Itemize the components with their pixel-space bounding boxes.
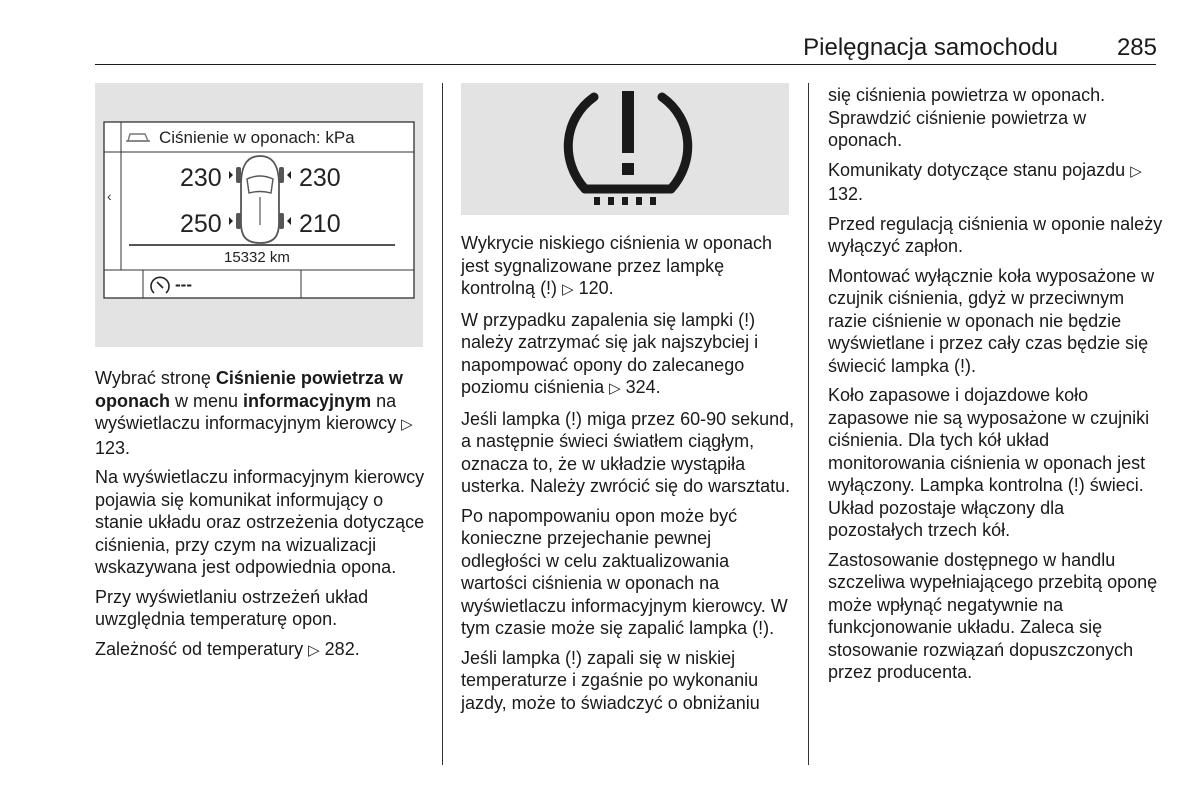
page-ref-link[interactable]: 132.	[828, 184, 864, 204]
tpms-status-value: ---	[175, 275, 192, 294]
page-ref-icon: ▷	[562, 281, 574, 298]
paragraph: W przypadku zapalenia się lampki (!) należy zatrzymać się jak najszybciej i napompować opony do zalecanego poziomu ciśnienia ▷ 324.	[461, 309, 759, 397]
page-ref-icon: ▷	[308, 641, 320, 659]
page-ref-link[interactable]: 282.	[324, 638, 360, 659]
odometer-value: 15332 km	[224, 249, 290, 266]
tpms-warning-icon: (!)	[738, 309, 756, 330]
column-divider-2	[808, 83, 809, 765]
paragraph: Zastosowanie dostępnego w handlu szczeliwa wypełniającego przebitą oponę może wpłynąć negatywnie na funkcjonowanie układu. Zaleca się stosowanie rozwiązań dopuszczonych przez producenta.	[828, 549, 1158, 682]
rear-left-pressure: 250	[180, 210, 222, 238]
paragraph: Wykrycie niskiego ciśnienia w oponach jest sygnalizowane przez lampkę kontrolną (!) ▷ 120.	[461, 233, 772, 298]
running-header-title: Pielęgnacja samochodu	[803, 34, 1058, 61]
paragraph: Montować wyłącznie koła wyposażone w czujnik ciśnienia, gdyż w przeciwnym razie ciśnienie w oponach nie będzie wyświetlane i przez cały czas będzie się świecić lampka (!).	[828, 265, 1155, 376]
paragraph: Na wyświetlaczu informacyjnym kierowcy pojawia się komunikat informujący o stanie układu oraz ostrzeżenia dotyczące ciśnienia, przy czym na wizualizacji wskazywana jest odpowiednia opona.	[95, 467, 425, 577]
column-divider-1	[442, 83, 443, 765]
front-right-pressure: 230	[299, 164, 341, 192]
tpms-warning-icon: (!)	[565, 647, 583, 668]
page-number: 285	[1116, 34, 1157, 61]
page-ref-link[interactable]: 324.	[625, 377, 661, 397]
menu-term: Ciśnienie powietrza w oponach	[95, 368, 403, 411]
display-title: Ciśnienie w oponach: kPa	[159, 128, 355, 147]
paragraph: się ciśnienia powietrza w oponach. Sprawdzić ciśnienie powietrza w oponach.	[828, 85, 1106, 150]
paragraph: Koło zapasowe i dojazdowe koło zapasowe nie są wyposażone w czujniki ciśnienia. Dla tych kół układ monitorowania ciśnienia w oponach jest wyłączony. Lampka kontrolna (!) świeci. Układ pozostaje włączony dla pozostałych trzech kół.	[828, 385, 1150, 540]
page-ref-link[interactable]: 123.	[95, 437, 131, 458]
paragraph: Jeśli lampka (!) zapali się w niskiej temperaturze i zgaśnie po wykonaniu jazdy, może to świadczyć o obniżaniu	[461, 647, 760, 713]
header-rule	[95, 64, 1156, 65]
paragraph: Przed regulacją ciśnienia w oponie należy wyłączyć zapłon.	[828, 213, 1163, 256]
column-2	[461, 232, 795, 721]
front-left-pressure: 230	[180, 164, 222, 192]
column-1	[95, 367, 430, 669]
menu-term: informacyjnym	[243, 390, 372, 411]
tire-pressure-display-figure	[95, 83, 423, 347]
paragraph: Przy wyświetlaniu ostrzeżeń układ uwzględnia temperaturę opon.	[95, 586, 369, 629]
page-ref-icon: ▷	[609, 380, 621, 397]
tpms-warning-icon: (!)	[752, 618, 770, 638]
tpms-warning-icon: (!)	[954, 355, 972, 376]
paragraph: Zależność od temperatury ▷ 282.	[95, 638, 360, 659]
page-ref-icon: ▷	[1130, 162, 1142, 180]
tpms-warning-icon: (!)	[1067, 475, 1085, 495]
tpms-warning-icon	[461, 83, 789, 215]
paragraph: Jeśli lampka (!) miga przez 60-90 sekund, a następnie świeci światłem ciągłym, oznacza to, że w układzie wystąpiła usterka. Należy zwrócić się do warsztatu.	[461, 408, 795, 496]
column-3	[828, 84, 1163, 691]
tpms-warning-icon: (!)	[565, 408, 583, 429]
paragraph: Po napompowaniu opon może być konieczne przejechanie pewnej odległości w celu zaktualizowania wartości ciśnienia w oponach na wyświetlaczu informacyjnym kierowcy. W tym czasie może się zapalić lampka (!).	[461, 505, 788, 638]
page-ref-link[interactable]: 120.	[578, 278, 614, 298]
page-ref-icon: ▷	[401, 416, 413, 433]
paragraph: Wybrać stronę Ciśnienie powietrza w oponach w menu informacyjnym na wyświetlaczu informacyjnym kierowcy ▷ 123.	[95, 368, 413, 458]
paragraph: Komunikaty dotyczące stanu pojazdu ▷ 132.	[828, 159, 1142, 204]
rear-right-pressure: 210	[299, 210, 341, 238]
driver-info-display	[95, 83, 423, 347]
tpms-warning-icon: (!)	[540, 278, 558, 298]
chevron-left-icon[interactable]: ‹	[107, 188, 112, 204]
tpms-warning-figure	[461, 83, 789, 215]
